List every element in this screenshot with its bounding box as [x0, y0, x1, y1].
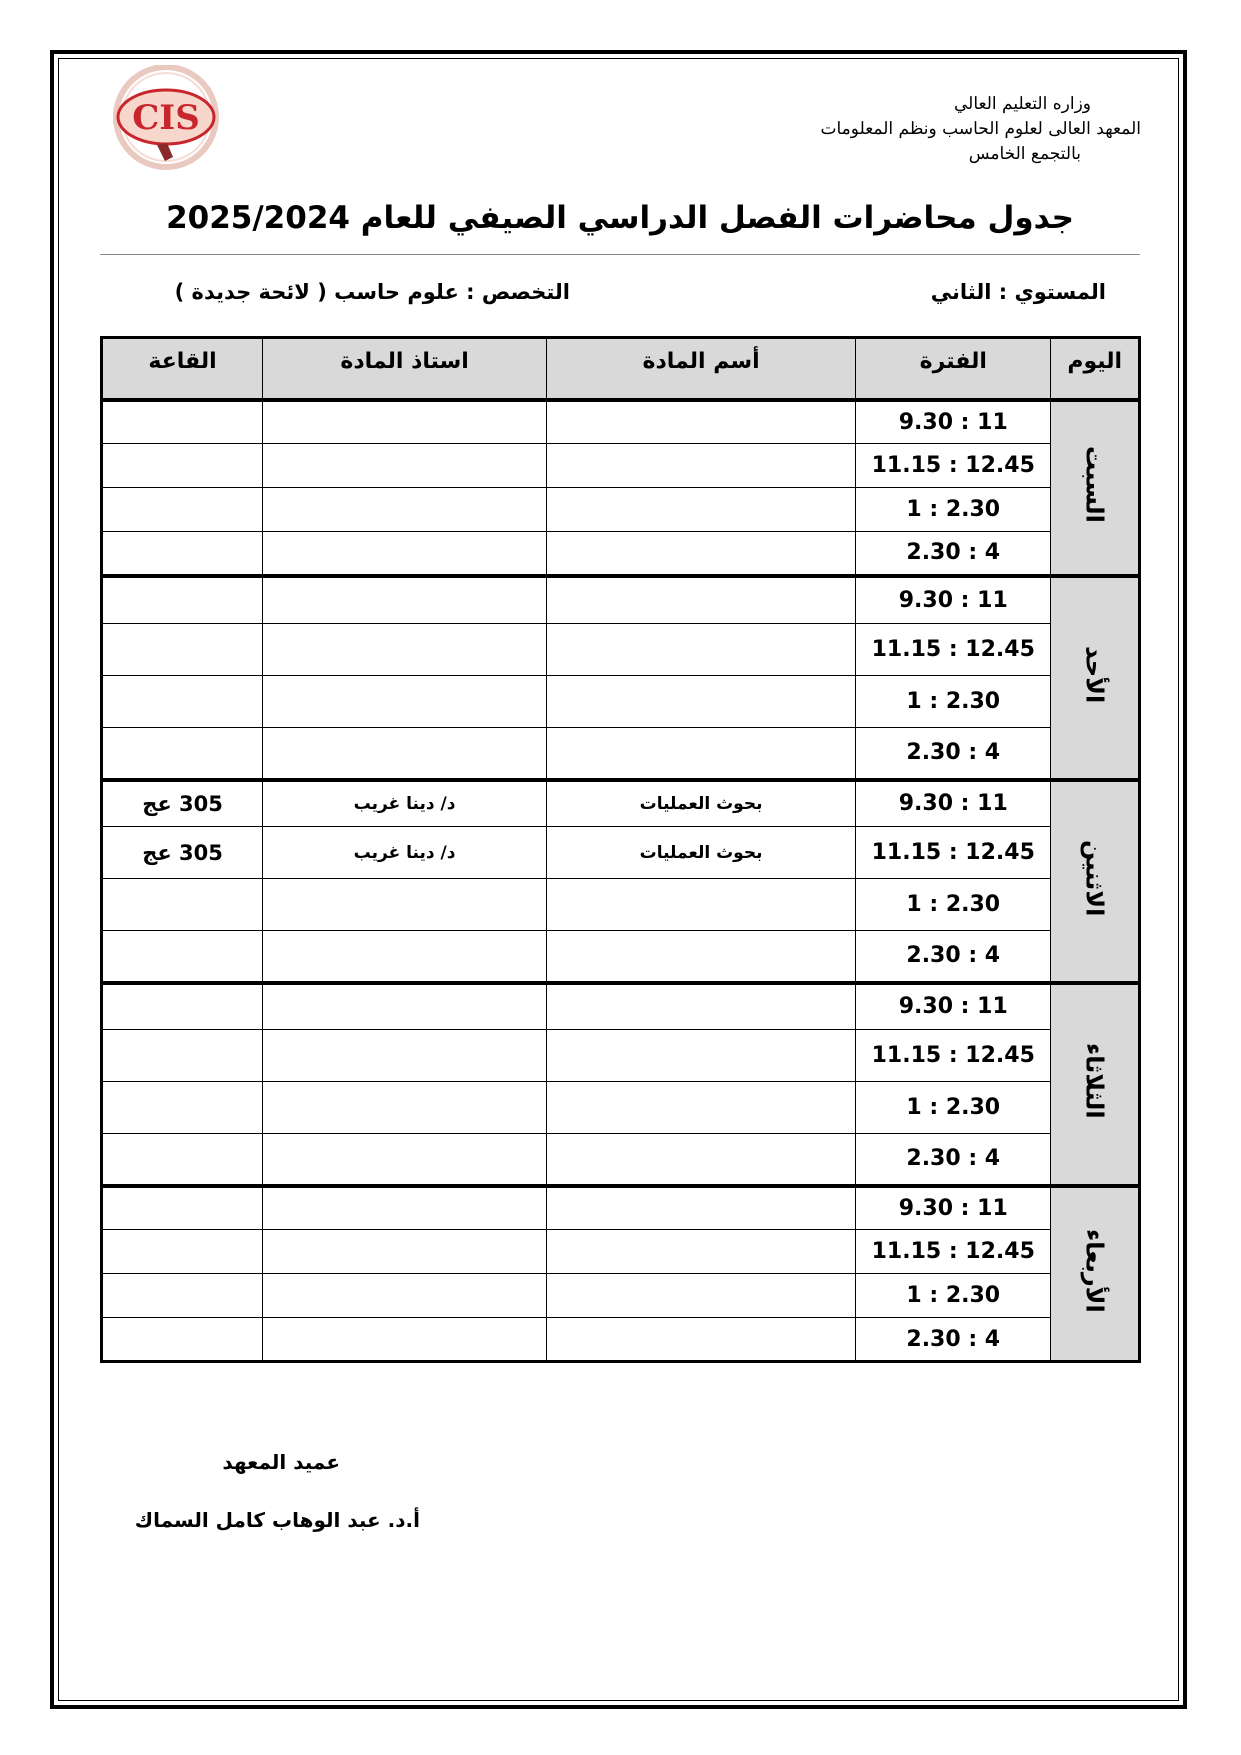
room-cell: 305 عج — [102, 780, 263, 827]
period-cell: 1 : 2.30 — [856, 488, 1051, 532]
subject-cell — [547, 400, 856, 444]
header-room: القاعة — [102, 338, 263, 400]
subject-cell — [547, 444, 856, 488]
subject-cell — [547, 728, 856, 780]
day-cell — [1051, 576, 1140, 780]
period-cell: 1 : 2.30 — [856, 879, 1051, 931]
room-cell: 305 عج — [102, 827, 263, 879]
subject-cell — [547, 1318, 856, 1362]
day-label: الاثنين — [1080, 839, 1109, 917]
table-row — [102, 879, 1140, 931]
instructor-cell — [263, 676, 547, 728]
day-label: الثلاثاء — [1080, 1043, 1109, 1119]
table-row — [102, 488, 1140, 532]
room-cell — [102, 983, 263, 1030]
subject-cell: بحوث العمليات — [547, 827, 856, 879]
subject-cell — [547, 983, 856, 1030]
room-cell — [102, 444, 263, 488]
instructor-cell — [263, 1030, 547, 1082]
instructor-cell — [263, 1318, 547, 1362]
instructor-cell — [263, 488, 547, 532]
subject-cell — [547, 532, 856, 576]
institute-location: بالتجمع الخامس — [968, 144, 1081, 164]
day-label: الأحد — [1080, 645, 1109, 704]
subject-cell — [547, 488, 856, 532]
institute-logo — [95, 65, 237, 173]
instructor-cell — [263, 1186, 547, 1230]
room-cell — [102, 931, 263, 983]
period-cell: 1 : 2.30 — [856, 676, 1051, 728]
table-row — [102, 827, 1140, 879]
period-cell: 9.30 : 11 — [856, 780, 1051, 827]
table-row — [102, 1230, 1140, 1274]
instructor-cell — [263, 1082, 547, 1134]
table-row — [102, 728, 1140, 780]
table-row — [102, 400, 1140, 444]
level-label: المستوي : الثاني — [930, 280, 1106, 304]
period-cell: 1 : 2.30 — [856, 1274, 1051, 1318]
room-cell — [102, 1274, 263, 1318]
instructor-cell: د/ دينا غريب — [263, 780, 547, 827]
room-cell — [102, 1030, 263, 1082]
room-cell — [102, 624, 263, 676]
table-row — [102, 1186, 1140, 1230]
instructor-cell — [263, 983, 547, 1030]
header-instructor: استاذ المادة — [263, 338, 547, 400]
period-cell: 9.30 : 11 — [856, 983, 1051, 1030]
room-cell — [102, 488, 263, 532]
period-cell: 2.30 : 4 — [856, 1318, 1051, 1362]
table-row — [102, 1318, 1140, 1362]
room-cell — [102, 728, 263, 780]
instructor-cell — [263, 532, 547, 576]
subject-cell — [547, 1082, 856, 1134]
period-cell: 11.15 : 12.45 — [856, 1030, 1051, 1082]
day-cell — [1051, 1186, 1140, 1362]
table-row — [102, 780, 1140, 827]
instructor-cell — [263, 1230, 547, 1274]
instructor-cell — [263, 728, 547, 780]
instructor-cell — [263, 400, 547, 444]
day-cell — [1051, 780, 1140, 983]
table-row — [102, 1030, 1140, 1082]
subject-cell — [547, 1030, 856, 1082]
page-title: جدول محاضرات الفصل الدراسي الصيفي للعام 2025/2024 — [166, 200, 1074, 236]
instructor-cell — [263, 879, 547, 931]
instructor-cell — [263, 1134, 547, 1186]
title-divider — [100, 254, 1140, 255]
period-cell: 2.30 : 4 — [856, 1134, 1051, 1186]
table-row — [102, 444, 1140, 488]
subject-cell — [547, 1134, 856, 1186]
period-cell: 9.30 : 11 — [856, 400, 1051, 444]
table-row — [102, 1134, 1140, 1186]
table-row — [102, 1274, 1140, 1318]
dean-title: عميد المعهد — [222, 1450, 340, 1474]
period-cell: 2.30 : 4 — [856, 728, 1051, 780]
room-cell — [102, 879, 263, 931]
room-cell — [102, 532, 263, 576]
period-cell: 11.15 : 12.45 — [856, 624, 1051, 676]
dean-name: أ.د. عبد الوهاب كامل السماك — [134, 1508, 420, 1532]
table-row — [102, 1082, 1140, 1134]
table-header-row — [102, 338, 1140, 400]
instructor-cell — [263, 444, 547, 488]
table-row — [102, 983, 1140, 1030]
period-cell: 11.15 : 12.45 — [856, 444, 1051, 488]
room-cell — [102, 1186, 263, 1230]
subject-cell — [547, 1274, 856, 1318]
period-cell: 9.30 : 11 — [856, 1186, 1051, 1230]
table-row — [102, 624, 1140, 676]
day-cell — [1051, 400, 1140, 576]
subject-cell — [547, 676, 856, 728]
instructor-cell — [263, 1274, 547, 1318]
subject-cell — [547, 879, 856, 931]
room-cell — [102, 1230, 263, 1274]
period-cell: 1 : 2.30 — [856, 1082, 1051, 1134]
header-subject: أسم المادة — [547, 338, 856, 400]
subject-cell — [547, 1230, 856, 1274]
instructor-cell: د/ دينا غريب — [263, 827, 547, 879]
subject-cell — [547, 931, 856, 983]
day-cell — [1051, 983, 1140, 1186]
subject-cell — [547, 1186, 856, 1230]
day-label: السبت — [1080, 446, 1109, 523]
instructor-cell — [263, 576, 547, 624]
room-cell — [102, 1134, 263, 1186]
ministry-name: وزاره التعليم العالي — [953, 94, 1091, 114]
header-period: الفترة — [856, 338, 1051, 400]
subject-cell — [547, 624, 856, 676]
table-row — [102, 931, 1140, 983]
table-row — [102, 576, 1140, 624]
instructor-cell — [263, 624, 547, 676]
period-cell: 9.30 : 11 — [856, 576, 1051, 624]
day-label: الأربعاء — [1080, 1228, 1109, 1313]
period-cell: 2.30 : 4 — [856, 931, 1051, 983]
table-row — [102, 676, 1140, 728]
room-cell — [102, 576, 263, 624]
subject-cell — [547, 576, 856, 624]
period-cell: 2.30 : 4 — [856, 532, 1051, 576]
specialization-label: التخصص : علوم حاسب ( لائحة جديدة ) — [174, 280, 570, 304]
svg-text:CIS: CIS — [132, 98, 200, 138]
subject-cell: بحوث العمليات — [547, 780, 856, 827]
room-cell — [102, 1318, 263, 1362]
institute-header — [721, 92, 1141, 167]
header-day: اليوم — [1051, 338, 1140, 400]
schedule-table — [100, 336, 1141, 1363]
room-cell — [102, 1082, 263, 1134]
institute-name: المعهد العالى لعلوم الحاسب ونظم المعلومات — [820, 119, 1141, 139]
room-cell — [102, 676, 263, 728]
table-row — [102, 532, 1140, 576]
room-cell — [102, 400, 263, 444]
period-cell: 11.15 : 12.45 — [856, 1230, 1051, 1274]
instructor-cell — [263, 931, 547, 983]
period-cell: 11.15 : 12.45 — [856, 827, 1051, 879]
